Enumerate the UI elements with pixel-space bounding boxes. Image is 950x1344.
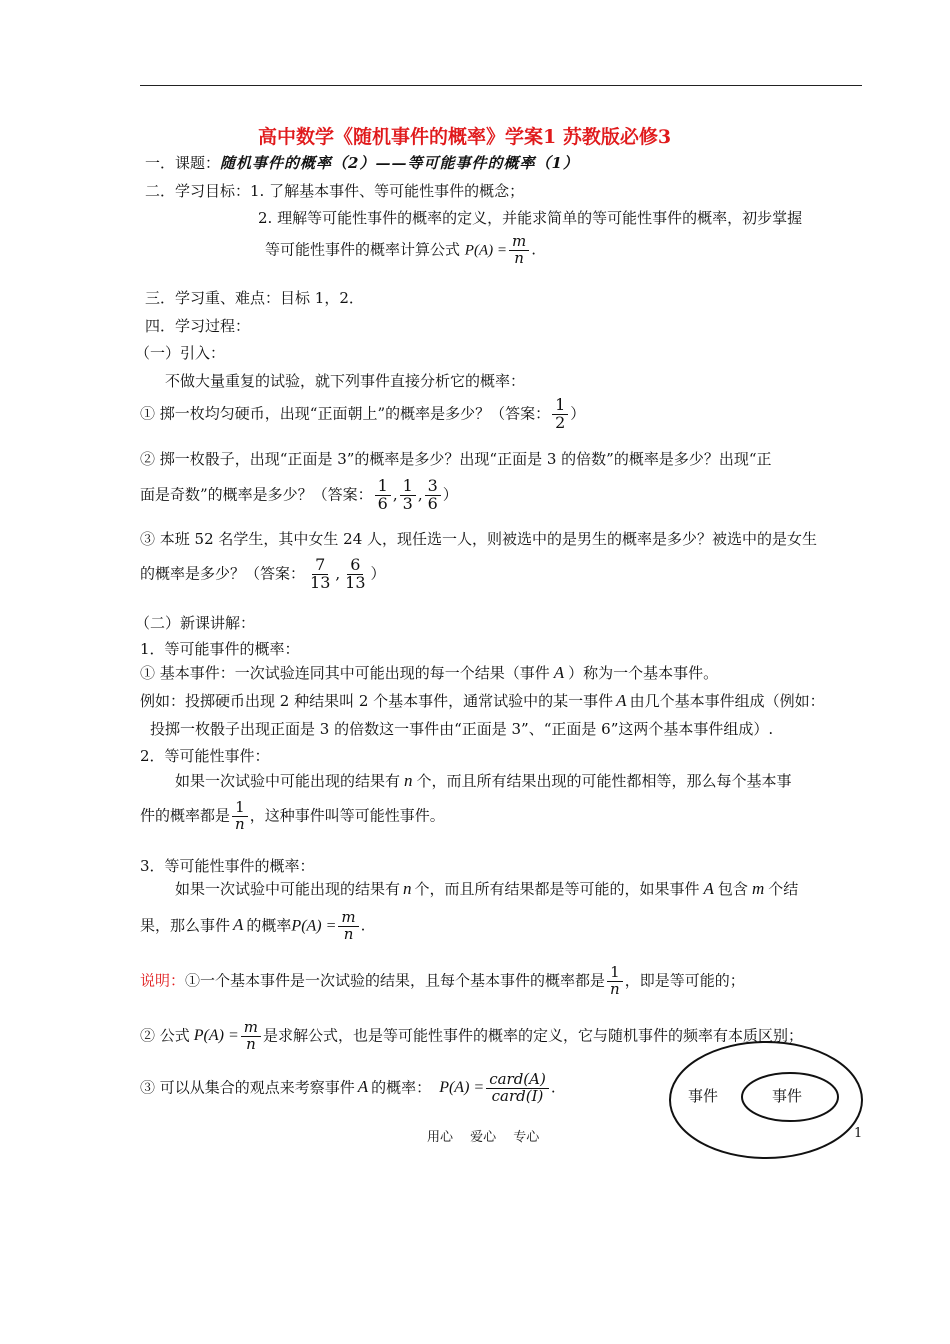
s2b-post: ，这种事件叫等可能性事件。 [249, 806, 445, 825]
topic-text: 随机事件的概率（2）——等可能事件的概率（1） [220, 154, 579, 172]
n1-den: n [610, 979, 620, 998]
n3-var: A [357, 1077, 369, 1097]
s1a-pre: ① 基本事件：一次试验连同其中可能出现的每一个结果（事件 [140, 664, 550, 682]
notes-label: 说明： [140, 971, 186, 990]
n3-lhs: P(A) = [439, 1079, 485, 1097]
inner-set-label: 事件 [772, 1087, 803, 1105]
s3a-post: 个结 [768, 880, 799, 898]
q2-f1-num: 1 [375, 478, 391, 496]
formula-end: . [531, 240, 536, 259]
n3-mid: 的概率： [371, 1078, 432, 1097]
n1-post: ，即是等可能的； [624, 971, 745, 990]
s3a-mid: 个，而且所有结果都是等可能的，如果事件 [414, 880, 700, 898]
n3-num: card(A) [486, 1072, 549, 1089]
section-3-heading: 3．等可能性事件的概率： [140, 857, 315, 875]
s3a-var3: m [751, 879, 765, 898]
s3a-pre: 如果一次试验中可能出现的结果有 [175, 880, 401, 898]
question-1-text: ① 掷一枚均匀硬币，出现“正面朝上”的概率是多少？（答案： [140, 404, 551, 423]
s1a-var: A [553, 663, 565, 682]
objective-1: 1. 了解基本事件、等可能性事件的概念； [250, 182, 525, 200]
question-3-line-2: 的概率是多少？（答案： $\frac{7}{13}$ , $\frac{6}{13}$ ） [140, 555, 386, 592]
n3-den: card(I) [491, 1086, 544, 1105]
q3-f2-num: 6 [347, 557, 363, 575]
q2-f1-den: 6 [377, 493, 388, 513]
s2b-num: 1 [232, 800, 248, 817]
page-number: 1 [854, 1126, 863, 1141]
s2a-var: n [404, 771, 413, 790]
question-2-line-2: 面是奇数”的概率是多少？（答案： $\frac{1}{6}$ , $\frac{1}{3}$ , $\frac{3}{6}$ ） [140, 476, 458, 513]
q2-end: ） [442, 485, 458, 504]
intro-lead: 不做大量重复的试验，就下列事件直接分析它的概率： [165, 372, 526, 390]
section-1-heading: 1．等可能事件的概率： [140, 640, 300, 658]
objective-2: 2. 理解等可能性事件的概率的定义，并能求简单的等可能性事件的概率，初步掌握 [258, 209, 803, 227]
n3-pre: ③ 可以从集合的观点来考察事件 [140, 1078, 355, 1097]
s3a-var1: n [403, 879, 412, 898]
n1-num: 1 [607, 965, 623, 982]
question-3-text: 的概率是多少？（答案： [140, 564, 306, 583]
s2a-post: 个，而且所有结果出现的可能性都相等，那么每个基本事 [416, 772, 792, 790]
question-2-line-1: ② 掷一枚骰子，出现“正面是 3”的概率是多少？出现“正面是 3 的倍数”的概率是多少？出现“正 [140, 450, 772, 468]
s3b-pre: 果，那么事件 [140, 916, 231, 935]
q1-den: 2 [555, 412, 566, 432]
ex1-var: A [616, 691, 627, 710]
q1-end: ） [570, 404, 586, 423]
q3-f2-den: 13 [345, 572, 366, 592]
formula-lhs: P(A) = [464, 242, 507, 259]
s3b-num: m [338, 910, 358, 927]
q2-f3-den: 6 [427, 493, 438, 513]
s3a-var2: A [703, 879, 714, 898]
s3a-mid2: 包含 [717, 880, 748, 898]
n3-end: . [550, 1078, 556, 1097]
q3-f1-den: 13 [310, 572, 331, 592]
q2-f2-den: 3 [402, 493, 413, 513]
question-2-text: 面是奇数”的概率是多少？（答案： [140, 485, 373, 504]
s1a-post: ）称为一个基本事件。 [568, 664, 719, 682]
question-3-line-1: ③ 本班 52 名学生，其中女生 24 人，现任选一人，则被选中的是男生的概率是多少？被选中的是女生 [140, 530, 818, 548]
formula-denominator: n [514, 248, 524, 267]
topic-label: 一．课题： [145, 154, 221, 172]
n2-pre: ② 公式 [140, 1026, 190, 1045]
n2-den: n [246, 1034, 256, 1053]
section-2-heading: 2．等可能性事件： [140, 747, 270, 765]
document-title: 高中数学《随机事件的概率》学案1 苏教版必修3 [258, 126, 672, 148]
process-heading: 四．学习过程： [145, 317, 251, 335]
s3b-den: n [343, 924, 354, 943]
footer-motto: 用心 爱心 专心 [427, 1130, 540, 1145]
example-line-2: 投掷一枚骰子出现正面是 3 的倍数这一事件由“正面是 3”、“正面是 6”这两个基本事件组成）. [150, 720, 774, 738]
ex1-pre: 例如：投掷硬币出现 2 种结果叫 2 个基本事件，通常试验中的某一事件 [140, 692, 614, 710]
s2b-pre: 件的概率都是 [140, 806, 231, 825]
formula-numerator: m [509, 234, 529, 251]
s3b-mid: 的概率 [246, 916, 292, 935]
outer-set-label: 事件 [688, 1087, 719, 1105]
key-points: 三．学习重、难点：目标 1，2． [145, 289, 364, 307]
n2-num: m [241, 1020, 261, 1037]
s3b-lhs: P(A) = [291, 917, 337, 935]
q2-f3-num: 3 [425, 478, 441, 496]
s3b-end: . [360, 916, 366, 935]
q2-f2-num: 1 [400, 478, 416, 496]
s2b-den: n [235, 814, 245, 833]
objectives-label: 二．学习目标： [145, 182, 251, 200]
new-heading: （二）新课讲解： [135, 614, 256, 632]
n2-lhs: P(A) = [193, 1027, 239, 1045]
n2-post: 是求解公式，也是等可能性事件的概率的定义，它与随机事件的频率有本质区别； [263, 1026, 804, 1045]
intro-heading: （一）引入： [135, 344, 226, 362]
objective-2-text: 等可能性事件的概率计算公式 [265, 240, 461, 259]
q3-end: ） [370, 564, 386, 583]
ex1-post: 由几个基本事件组成（例如： [629, 692, 825, 710]
n1-pre: ①一个基本事件是一次试验的结果，且每个基本事件的概率都是 [185, 971, 606, 990]
s2a-pre: 如果一次试验中可能出现的结果有 [175, 772, 401, 790]
q1-num: 1 [552, 397, 568, 415]
q3-f1-num: 7 [312, 557, 328, 575]
s3b-var: A [233, 915, 244, 935]
